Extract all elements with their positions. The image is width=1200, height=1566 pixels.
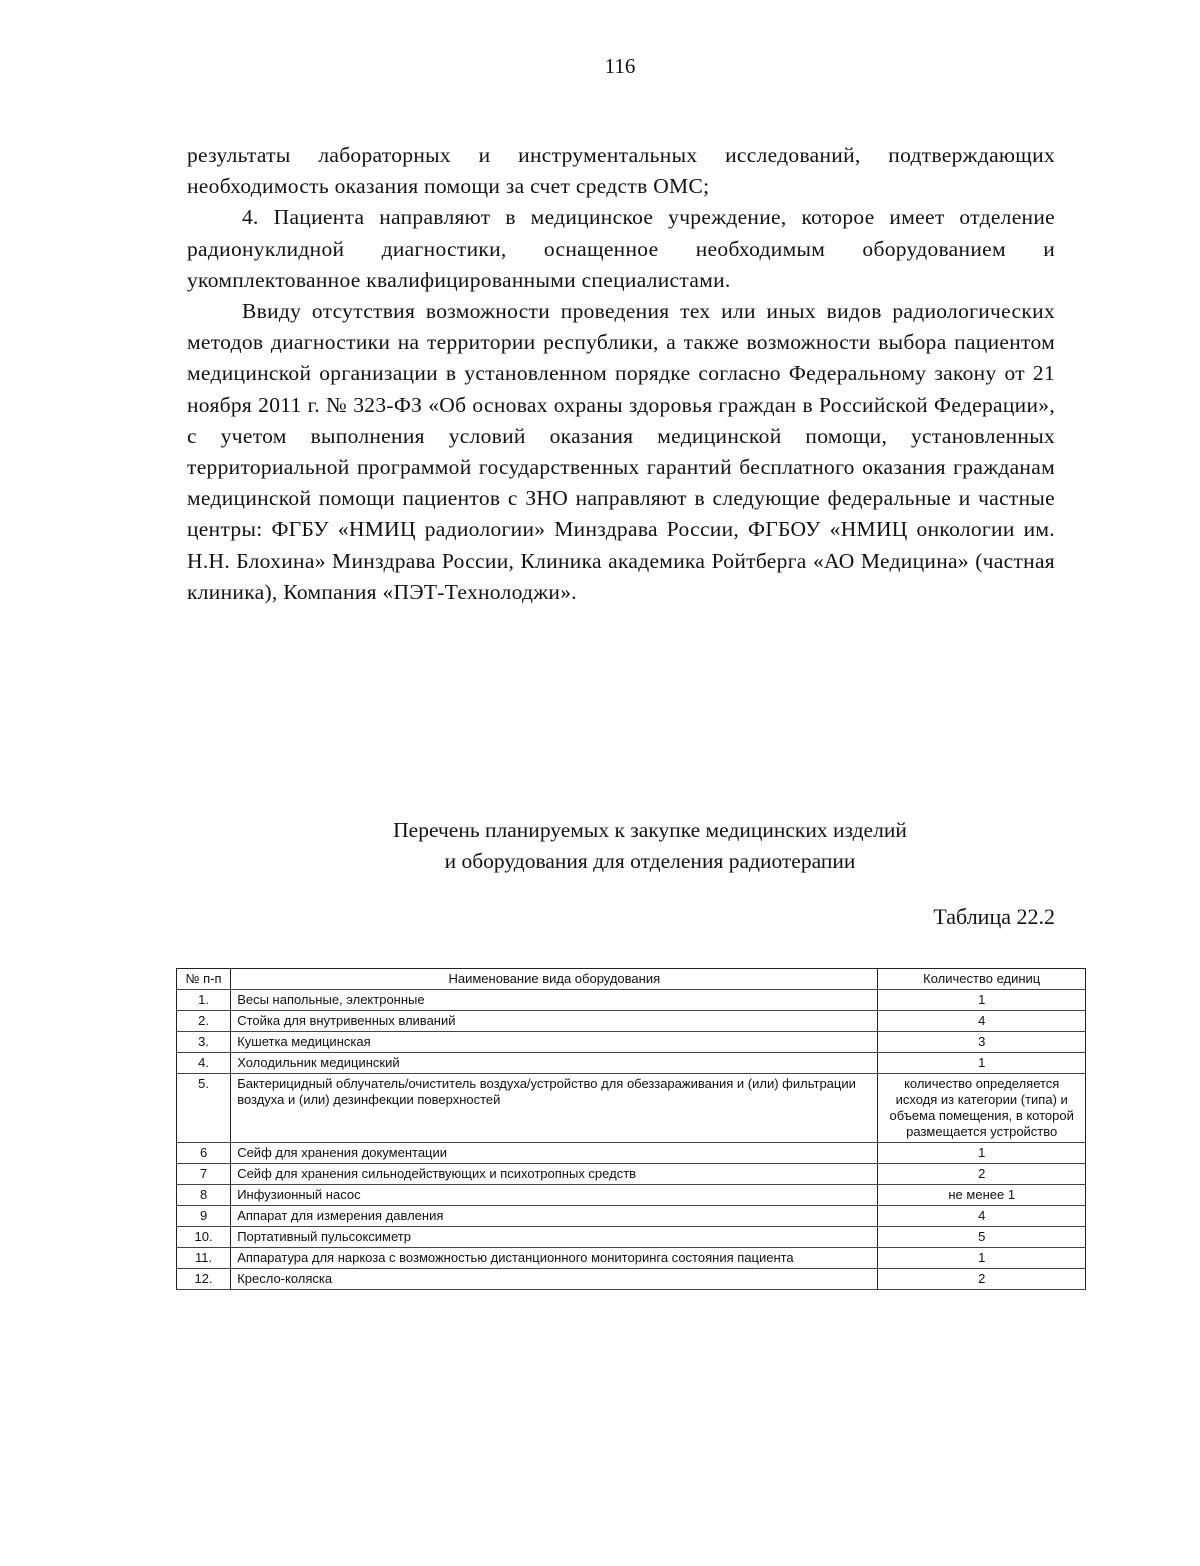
equipment-table bbox=[176, 968, 1086, 1290]
row-number: 6 bbox=[177, 1143, 231, 1164]
row-quantity: 1 bbox=[878, 990, 1086, 1011]
row-quantity: не менее 1 bbox=[878, 1185, 1086, 1206]
row-equipment-name: Инфузионный насос bbox=[231, 1185, 878, 1206]
row-quantity: 4 bbox=[878, 1206, 1086, 1227]
row-number: 10. bbox=[177, 1227, 231, 1248]
row-quantity: количество определяется исходя из категории (типа) и объема помещения, в которой размещается устройство bbox=[878, 1074, 1086, 1143]
table-row bbox=[177, 1206, 1086, 1227]
row-quantity: 2 bbox=[878, 1164, 1086, 1185]
table-row bbox=[177, 990, 1086, 1011]
row-number: 5. bbox=[177, 1074, 231, 1143]
row-number: 12. bbox=[177, 1269, 231, 1290]
table-header-row bbox=[177, 969, 1086, 990]
row-equipment-name: Портативный пульсоксиметр bbox=[231, 1227, 878, 1248]
row-quantity: 2 bbox=[878, 1269, 1086, 1290]
body-text bbox=[187, 140, 1055, 608]
row-number: 3. bbox=[177, 1032, 231, 1053]
paragraph-2: 4. Пациента направляют в медицинское учреждение, которое имеет отделение радионуклидной диагностики, оснащенное необходимым оборудованием и укомплектованное квалифицированными специалистами. bbox=[187, 205, 1055, 292]
header-equipment-name: Наименование вида оборудования bbox=[231, 969, 878, 990]
table-row bbox=[177, 1248, 1086, 1269]
header-number: № п-п bbox=[177, 969, 231, 990]
table-row bbox=[177, 1227, 1086, 1248]
table-caption: Таблица 22.2 bbox=[933, 904, 1055, 929]
row-quantity: 3 bbox=[878, 1032, 1086, 1053]
row-quantity: 5 bbox=[878, 1227, 1086, 1248]
row-equipment-name: Весы напольные, электронные bbox=[231, 990, 878, 1011]
table-row bbox=[177, 1269, 1086, 1290]
section-title-line-2: и оборудования для отделения радиотерапии bbox=[444, 849, 856, 873]
row-quantity: 1 bbox=[878, 1053, 1086, 1074]
table-row bbox=[177, 1032, 1086, 1053]
row-number: 7 bbox=[177, 1164, 231, 1185]
row-number: 2. bbox=[177, 1011, 231, 1032]
section-title bbox=[300, 815, 1000, 877]
table-row bbox=[177, 1053, 1086, 1074]
page-number: 116 bbox=[604, 54, 636, 78]
row-equipment-name: Сейф для хранения сильнодействующих и психотропных средств bbox=[231, 1164, 878, 1185]
table-row bbox=[177, 1185, 1086, 1206]
row-equipment-name: Бактерицидный облучатель/очиститель воздуха/устройство для обеззараживания и (или) фильтрации воздуха и (или) дезинфекции поверхностей bbox=[231, 1074, 878, 1143]
row-number: 4. bbox=[177, 1053, 231, 1074]
row-equipment-name: Кушетка медицинская bbox=[231, 1032, 878, 1053]
table-row bbox=[177, 1143, 1086, 1164]
row-equipment-name: Стойка для внутривенных вливаний bbox=[231, 1011, 878, 1032]
row-number: 11. bbox=[177, 1248, 231, 1269]
row-quantity: 1 bbox=[878, 1143, 1086, 1164]
row-number: 1. bbox=[177, 990, 231, 1011]
header-quantity: Количество единиц bbox=[878, 969, 1086, 990]
row-equipment-name: Холодильник медицинский bbox=[231, 1053, 878, 1074]
paragraph-3: Ввиду отсутствия возможности проведения тех или иных видов радиологических методов диагностики на территории республики, а также возможности выбора пациентом медицинской организации в установленном порядке согласно Федеральному закону от 21 ноября 2011 г. № 323-ФЗ «Об основах охраны здоровья граждан в Российской Федерации», с учетом выполнения условий оказания медицинской помощи, установленных территориальной программой государственных гарантий бесплатного оказания гражданам медицинской помощи пациентов с ЗНО направляют в следующие федеральные и частные центры: ФГБУ «НМИЦ радиологии» Минздрава России, ФГБОУ «НМИЦ онкологии им. Н.Н. Блохина» Минздрава России, Клиника академика Ройтберга «АО Медицина» (частная клиника), Компания «ПЭТ-Технолоджи». bbox=[187, 299, 1055, 604]
table-row bbox=[177, 1164, 1086, 1185]
row-equipment-name: Сейф для хранения документации bbox=[231, 1143, 878, 1164]
table-row bbox=[177, 1074, 1086, 1143]
row-equipment-name: Кресло-коляска bbox=[231, 1269, 878, 1290]
row-equipment-name: Аппаратура для наркоза с возможностью дистанционного мониторинга состояния пациента bbox=[231, 1248, 878, 1269]
row-quantity: 1 bbox=[878, 1248, 1086, 1269]
row-quantity: 4 bbox=[878, 1011, 1086, 1032]
row-number: 8 bbox=[177, 1185, 231, 1206]
table-row bbox=[177, 1011, 1086, 1032]
row-equipment-name: Аппарат для измерения давления bbox=[231, 1206, 878, 1227]
section-title-line-1: Перечень планируемых к закупке медицинских изделий bbox=[393, 818, 907, 842]
row-number: 9 bbox=[177, 1206, 231, 1227]
paragraph-1: результаты лабораторных и инструментальных исследований, подтверждающих необходимость оказания помощи за счет средств ОМС; bbox=[187, 143, 1055, 199]
